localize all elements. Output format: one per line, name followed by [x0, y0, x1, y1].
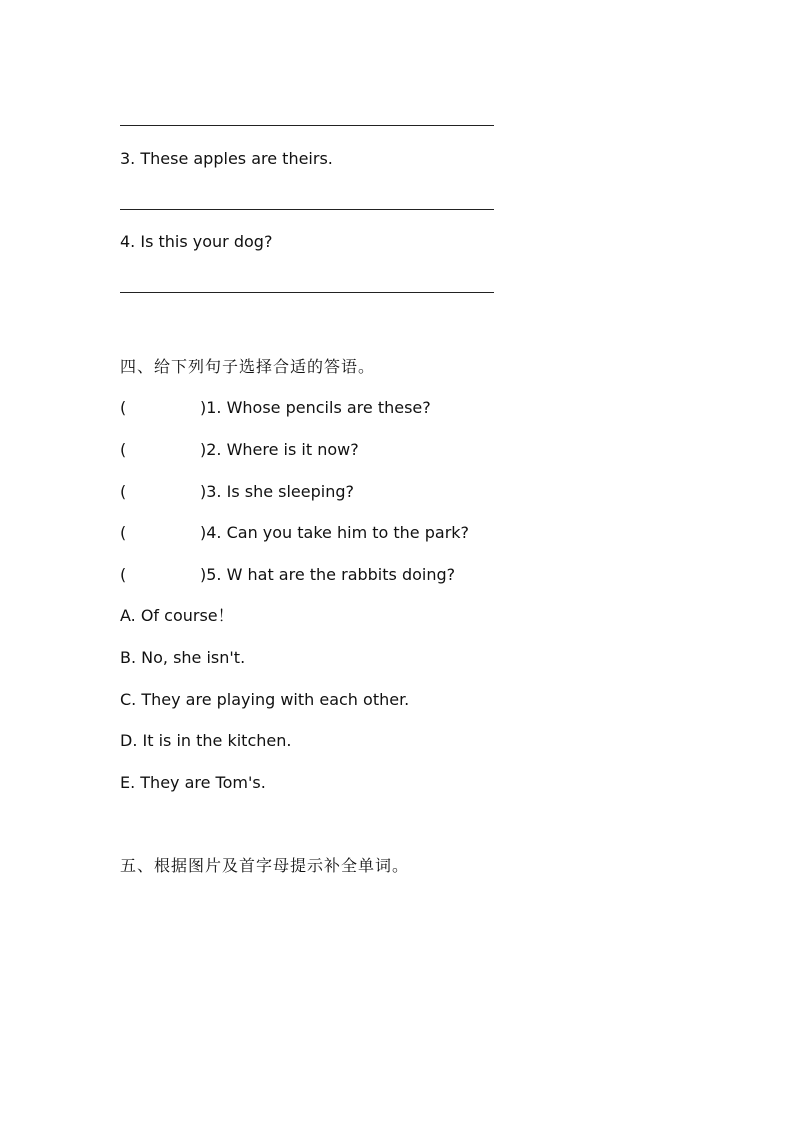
answer-line-4 [120, 292, 494, 293]
question-4-text: 4. Is this your dog? [120, 232, 273, 251]
section-4-heading: 四、给下列句子选择合适的答语。 [120, 357, 376, 376]
option-d: D. It is in the kitchen. [120, 731, 292, 750]
answer-blank-5[interactable]: ( [120, 565, 127, 584]
option-c: C. They are playing with each other. [120, 690, 410, 709]
answer-line-3 [120, 209, 494, 210]
answer-blank-2[interactable]: ( [120, 440, 127, 459]
option-b: B. No, she isn't. [120, 648, 246, 667]
answer-blank-4[interactable]: ( [120, 523, 127, 542]
answer-blank-3[interactable]: ( [120, 482, 127, 501]
answer-line-2 [120, 125, 494, 126]
matching-question-text: )1. Whose pencils are these? [200, 398, 431, 417]
section-5-heading: 五、根据图片及首字母提示补全单词。 [120, 856, 410, 875]
matching-question-text: )5. W hat are the rabbits doing? [200, 565, 456, 584]
question-3-text: 3. These apples are theirs. [120, 149, 333, 168]
matching-question-text: )3. Is she sleeping? [200, 482, 354, 501]
answer-blank-1[interactable]: ( [120, 398, 127, 417]
matching-question-text: )2. Where is it now? [200, 440, 359, 459]
option-e: E. They are Tom's. [120, 773, 266, 792]
option-a: A. Of course！ [120, 606, 234, 625]
matching-question-text: )4. Can you take him to the park? [200, 523, 470, 542]
